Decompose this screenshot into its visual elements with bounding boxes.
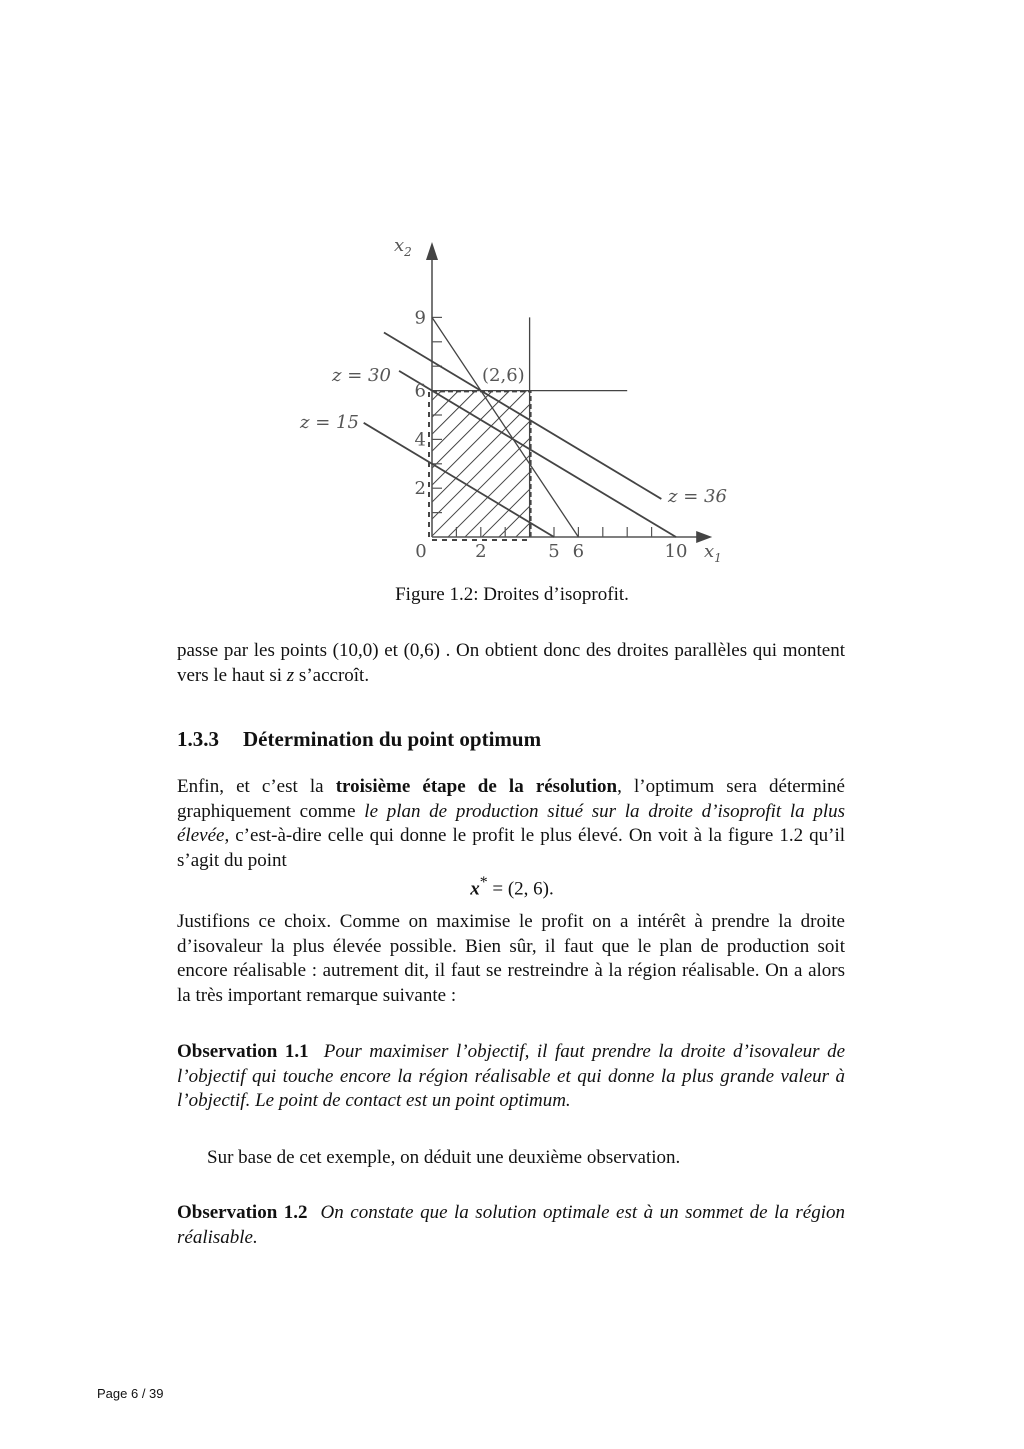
y-axis-label: $x_2$ <box>394 235 412 259</box>
equation-superscript: * <box>479 874 488 891</box>
z36-label: z = 36 <box>668 486 727 507</box>
x-tick-label: 2 <box>475 541 487 562</box>
x-tick-label: 6 <box>572 541 585 562</box>
paragraph-2-bold: troisième étape de la résolution <box>335 776 618 797</box>
paragraph-2-italic: le plan de production situé sur la droite d’isoprofit la plus élevée <box>177 800 846 846</box>
y-tick-label: 2 <box>414 478 426 500</box>
figure-caption: Figure 1.2: Droites d’isoprofit. <box>395 584 629 605</box>
paragraph-2 <box>177 775 845 873</box>
z30-label: z = 30 <box>332 365 391 386</box>
paragraph-2-c: , c’est-à-dire celle qui donne le profit le plus élevé. On voit à la figure 1.2 qu’il s’agit du point <box>177 825 845 871</box>
y-axis-arrow <box>426 242 438 260</box>
equation-variable: x <box>470 878 480 900</box>
page-number: Page 6 / 39 <box>97 1386 164 1401</box>
y-tick-label: 4 <box>414 429 426 451</box>
x-tick-label: 5 <box>548 541 560 562</box>
section-title: Détermination du point optimum <box>243 727 542 751</box>
observation-2 <box>177 1201 845 1250</box>
z15-label: z = 15 <box>300 412 359 433</box>
isoprofit-figure <box>0 0 1024 580</box>
observation-1 <box>177 1040 845 1114</box>
paragraph-4: Sur base de cet exemple, on déduit une deuxième observation. <box>207 1147 681 1168</box>
x-tick-label: 10 <box>664 541 688 562</box>
x-axis-label: $x_1$ <box>704 541 722 565</box>
observation-1-label: Observation 1.1 <box>177 1041 309 1062</box>
paragraph-1-end: s’accroît. <box>294 664 370 686</box>
paragraph-1-text: passe par les points (10,0) et (0,6) . On obtient donc des droites parallèles qui montent vers le haut si <box>177 640 845 686</box>
equation-value: = (2, 6). <box>487 878 554 900</box>
observation-1-text: Pour maximiser l’objectif, il faut prendre la droite d’isovaleur de l’objectif qui touche encore la région réalisable et qui donne la plus grande valeur à l’objectif. Le point de contact est un point optimum. <box>177 1041 846 1111</box>
optimum-equation <box>0 874 1024 900</box>
paragraph-1 <box>177 639 845 688</box>
section-heading <box>177 727 541 752</box>
variable-z: z <box>286 664 295 686</box>
paragraph-2-b: , l’optimum sera déterminé graphiquement comme <box>177 776 845 822</box>
paragraph-3: Justifions ce choix. Comme on maximise le profit on a intérêt à prendre la droite d’isovaleur la plus élevée possible. Bien sûr, il faut que le plan de production soit encore réalisable : autrement dit, il faut se restreindre à la région réalisable. On a alors la très important remarque suivante : <box>177 911 845 1006</box>
y-tick-label: 6 <box>414 380 426 402</box>
paragraph-2-a: Enfin, et c’est la <box>177 776 336 797</box>
x-tick-label: 0 <box>415 541 427 562</box>
observation-2-text: On constate que la solution optimale est à un sommet de la région réalisable. <box>177 1202 846 1248</box>
feasible-region <box>432 391 530 537</box>
observation-2-label: Observation 1.2 <box>177 1202 308 1223</box>
point-label: (2,6) <box>482 365 525 386</box>
y-tick-label: 9 <box>414 307 426 329</box>
section-number: 1.3.3 <box>177 727 219 751</box>
